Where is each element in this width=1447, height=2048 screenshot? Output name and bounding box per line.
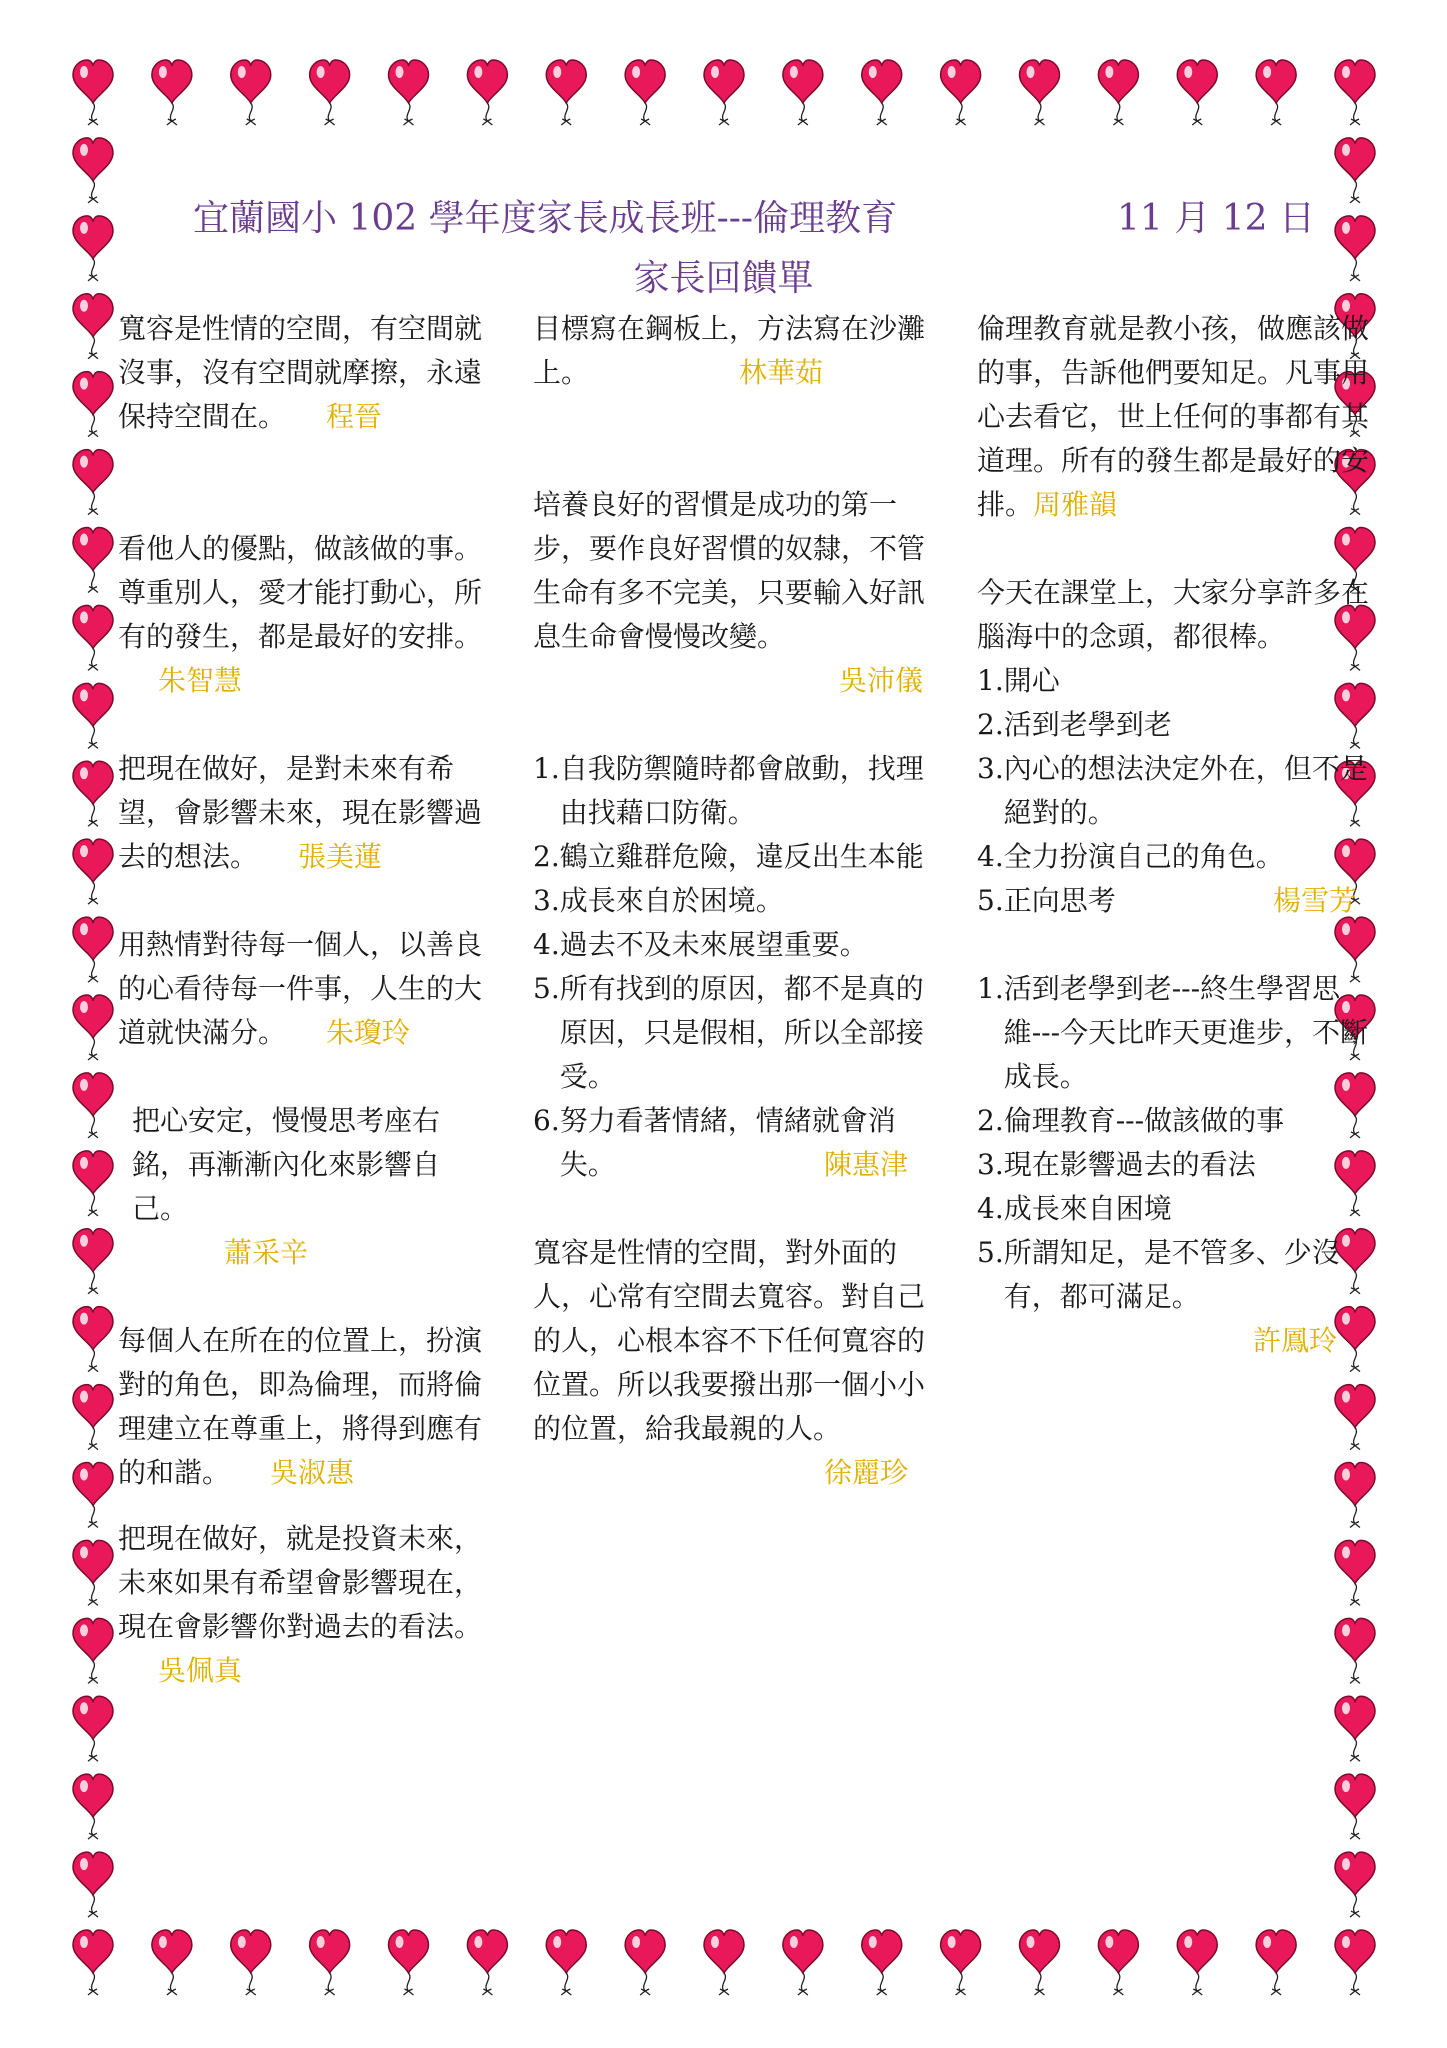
author-name: 楊雪芳 — [1272, 884, 1357, 917]
heart-balloon-icon — [73, 294, 113, 359]
heart-balloon-icon — [73, 683, 113, 748]
heart-balloon-icon — [73, 1463, 113, 1528]
heart-balloon-icon — [1177, 60, 1217, 125]
author-name: 蕭采辛 — [223, 1236, 308, 1269]
heart-balloon-icon — [231, 60, 271, 125]
feedback-entry: 目標寫在鋼板上，方法寫在沙灘上。 林華茹 — [533, 312, 926, 389]
heart-balloon-icon — [231, 1930, 271, 1995]
list-item: 5. 正向思考 楊雪芳 — [977, 879, 1377, 923]
feedback-list — [977, 967, 1377, 1319]
heart-balloon-icon — [73, 528, 113, 593]
heart-balloon-icon — [73, 1696, 113, 1761]
heart-balloon-icon — [783, 60, 823, 125]
heart-balloon-icon — [389, 60, 429, 125]
list-item: 3. 現在影響過去的看法 — [977, 1148, 1256, 1181]
heart-balloon-icon — [862, 60, 902, 125]
heart-balloon-icon — [73, 1618, 113, 1683]
heart-balloon-icon — [1335, 1774, 1375, 1839]
list-item: 6. 努力看著情緒，情緒就會消失。 — [533, 1104, 896, 1181]
feedback-entry: 把現在做好，是對未來有希望，會影響未來，現在影響過去的想法。 張美蓮 — [118, 752, 483, 873]
heart-balloon-icon — [73, 761, 113, 826]
heart-balloon-icon — [546, 60, 586, 125]
heart-balloon-icon — [73, 1774, 113, 1839]
heart-balloon-icon — [152, 1930, 192, 1995]
list-item: 1. 開心 — [977, 664, 1060, 697]
heart-balloon-icon — [1335, 1696, 1375, 1761]
heart-balloon-icon — [73, 605, 113, 670]
author-name: 周雅韻 — [1033, 488, 1118, 521]
list-item: 4. 全力扮演自己的角色。 — [977, 840, 1284, 873]
list-item: 1. 自我防禦隨時都會啟動，找理由找藉口防衛。 — [533, 752, 924, 829]
heart-balloon-icon — [1020, 1930, 1060, 1995]
list-item: 1. 活到老學到老---終生學習思維---今天比昨天更進步，不斷成長。 — [977, 972, 1369, 1093]
feedback-entry: 用熱情對待每一個人，以善良的心看待每一件事，人生的大道就快滿分。 朱瓊玲 — [118, 928, 483, 1049]
list-item: 4. 成長來自困境 — [977, 1192, 1172, 1225]
heart-balloon-icon — [546, 1930, 586, 1995]
feedback-entry: 每個人在所在的位置上，扮演對的角色，即為倫理，而將倫理建立在尊重上，將得到應有的和諧。 吳淑惠 — [118, 1324, 483, 1489]
feedback-entry: 寬容是性情的空間，對外面的人，心常有空間去寬容。對自己的人，心根本容不下任何寬容的位置。所以我要撥出那一個小小的位置，給我最親的人。 — [533, 1236, 926, 1445]
heart-balloon-icon — [310, 1930, 350, 1995]
feedback-entry: 看他人的優點，做該做的事。尊重別人，愛才能打動心，所有的發生，都是最好的安排。朱智慧 — [118, 532, 483, 697]
list-item: 3. 成長來自於困境。 — [533, 884, 784, 917]
document-title: 宜蘭國小 102 學年度家長成長班---倫理教育 — [193, 198, 898, 239]
heart-balloon-icon — [73, 1229, 113, 1294]
author-name: 朱智慧 — [158, 664, 243, 697]
heart-balloon-icon — [152, 60, 192, 125]
heart-balloon-icon — [310, 60, 350, 125]
feedback-entry: 今天在課堂上，大家分享許多在腦海中的念頭，都很棒。 — [977, 576, 1370, 653]
heart-balloon-icon — [704, 1930, 744, 1995]
author-name: 吳淑惠 — [270, 1456, 355, 1489]
heart-balloon-icon — [73, 1540, 113, 1605]
heart-balloon-icon — [73, 60, 113, 125]
heart-balloon-icon — [1335, 1930, 1375, 1995]
heart-balloon-icon — [73, 450, 113, 515]
heart-balloon-icon — [1335, 1385, 1375, 1450]
heart-balloon-icon — [1335, 138, 1375, 203]
heart-balloon-icon — [73, 138, 113, 203]
heart-balloon-icon — [1098, 60, 1138, 125]
list-item: 2. 鶴立雞群危險，違反出生本能 — [533, 840, 924, 873]
feedback-column-1 — [118, 307, 488, 1693]
author-name: 徐麗珍 — [823, 1456, 908, 1489]
feedback-entry: 寬容是性情的空間，有空間就沒事，沒有空間就摩擦，永遠保持空間在。 程晉 — [118, 312, 483, 433]
heart-balloon-icon — [73, 1073, 113, 1138]
heart-balloon-icon — [1256, 60, 1296, 125]
author-name: 張美蓮 — [298, 840, 383, 873]
list-item: 3. 內心的想法決定外在，但不是絕對的。 — [977, 752, 1368, 829]
author-name: 許鳳玲 — [1252, 1324, 1337, 1357]
heart-balloon-icon — [73, 372, 113, 437]
list-item: 4. 過去不及未來展望重要。 — [533, 928, 868, 961]
list-item: 2. 倫理教育---做該做的事 — [977, 1104, 1285, 1137]
heart-balloon-icon — [73, 1385, 113, 1450]
author-name: 朱瓊玲 — [326, 1016, 411, 1049]
document-subtitle: 家長回饋單 — [633, 258, 814, 299]
heart-balloon-icon — [625, 60, 665, 125]
author-name: 吳佩真 — [158, 1654, 243, 1687]
heart-balloon-icon — [73, 1307, 113, 1372]
feedback-list — [977, 659, 1377, 923]
heart-balloon-icon — [73, 1852, 113, 1917]
heart-balloon-icon — [467, 60, 507, 125]
heart-balloon-icon — [625, 1930, 665, 1995]
heart-balloon-icon — [941, 60, 981, 125]
heart-balloon-icon — [389, 1930, 429, 1995]
heart-balloon-icon — [1335, 1618, 1375, 1683]
heart-balloon-icon — [73, 839, 113, 904]
feedback-entry: 把現在做好，就是投資未來，未來如果有希望會影響現在，現在會影響你對過去的看法。吳佩真 — [118, 1522, 483, 1687]
heart-balloon-icon — [1335, 1540, 1375, 1605]
feedback-entry: 培養良好的習慣是成功的第一步，要作良好習慣的奴隸，不管生命有多不完美，只要輸入好訊息生命會慢慢改變。 — [533, 488, 926, 653]
heart-balloon-icon — [467, 1930, 507, 1995]
list-item: 5. 所有找到的原因，都不是真的原因，只是假相，所以全部接受。 — [533, 972, 924, 1093]
heart-balloon-icon — [1177, 1930, 1217, 1995]
feedback-entry: 倫理教育就是教小孩，做應該做的事，告訴他們要知足。凡事用心去看它，世上任何的事都有其道理。所有的發生都是最好的安排。周雅韻 — [977, 312, 1370, 521]
document-date: 11 月 12 日 — [1117, 198, 1315, 239]
heart-balloon-icon — [941, 1930, 981, 1995]
heart-balloon-icon — [1335, 1852, 1375, 1917]
heart-balloon-icon — [73, 1151, 113, 1216]
author-name: 程晉 — [326, 400, 383, 433]
heart-balloon-icon — [1335, 1463, 1375, 1528]
heart-balloon-icon — [783, 1930, 823, 1995]
heart-balloon-icon — [73, 917, 113, 982]
heart-balloon-icon — [73, 995, 113, 1060]
feedback-entry: 把心安定，慢慢思考座右銘，再漸漸內化來影響自己。 — [132, 1104, 441, 1225]
heart-balloon-icon — [1098, 1930, 1138, 1995]
author-name: 陳惠津 — [823, 1148, 908, 1181]
feedback-column-2 — [533, 307, 933, 1495]
heart-balloon-icon — [1335, 60, 1375, 125]
heart-balloon-icon — [1256, 1930, 1296, 1995]
author-name: 林華茹 — [739, 356, 824, 389]
heart-balloon-icon — [862, 1930, 902, 1995]
feedback-column-3 — [977, 307, 1377, 1363]
heart-balloon-icon — [1020, 60, 1060, 125]
feedback-list — [533, 747, 933, 1187]
heart-balloon-icon — [73, 1930, 113, 1995]
list-item: 5. 所謂知足，是不管多、少沒有，都可滿足。 — [977, 1236, 1340, 1313]
heart-balloon-icon — [704, 60, 744, 125]
list-item: 2. 活到老學到老 — [977, 708, 1172, 741]
author-name: 吳沛儀 — [838, 664, 923, 697]
